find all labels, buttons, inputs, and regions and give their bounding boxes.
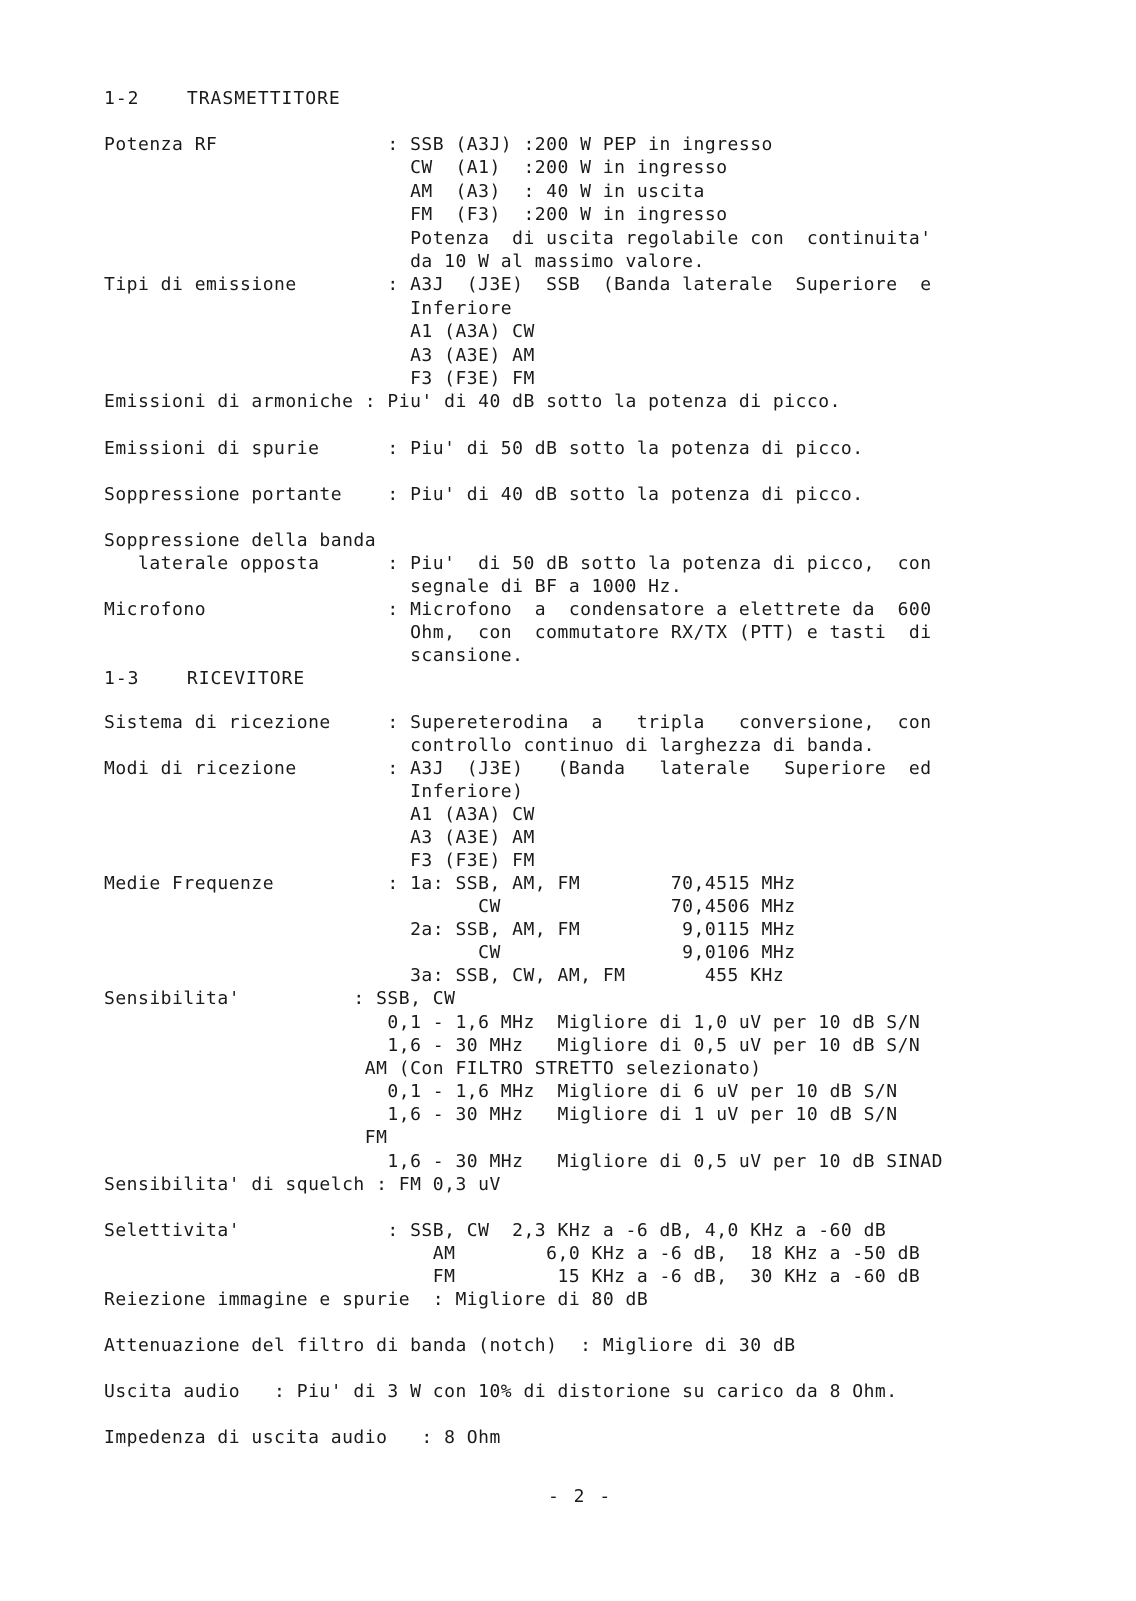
- spec-line: da 10 W al massimo valore.: [104, 251, 705, 272]
- spec-line: Modi di ricezione : A3J (J3E) (Banda laterale Superiore ed: [104, 758, 932, 779]
- spec-line: CW (A1) :200 W in ingresso: [104, 157, 728, 178]
- spec-line: Medie Frequenze : 1a: SSB, AM, FM 70,4515 MHz: [104, 873, 796, 894]
- spec-line: scansione.: [104, 645, 524, 666]
- spec-line: Inferiore): [104, 781, 524, 802]
- spec-line: Potenza di uscita regolabile con continuita': [104, 228, 932, 249]
- spec-line: A1 (A3A) CW: [104, 804, 535, 825]
- spec-line: AM (Con FILTRO STRETTO selezionato): [104, 1058, 762, 1079]
- spec-line: Attenuazione del filtro di banda (notch) : Migliore di 30 dB: [104, 1335, 796, 1356]
- spec-line: 0,1 - 1,6 MHz Migliore di 1,0 uV per 10 dB S/N: [104, 1012, 921, 1033]
- spec-line: AM (A3) : 40 W in uscita: [104, 181, 705, 202]
- spec-line: Potenza RF : SSB (A3J) :200 W PEP in ingresso: [104, 134, 773, 155]
- spec-line: Sensibilita' : SSB, CW: [104, 988, 456, 1009]
- spec-line: Impedenza di uscita audio : 8 Ohm: [104, 1427, 501, 1448]
- spec-line: A3 (A3E) AM: [104, 345, 535, 366]
- spec-line: CW 70,4506 MHz: [104, 896, 796, 917]
- spec-line: Soppressione della banda: [104, 530, 377, 551]
- spec-line: controllo continuo di larghezza di banda.: [104, 735, 875, 756]
- section-heading-transmitter: 1-2 TRASMETTITORE: [104, 88, 341, 109]
- spec-line: Soppressione portante : Piu' di 40 dB sotto la potenza di picco.: [104, 484, 864, 505]
- spec-line: Selettivita' : SSB, CW 2,3 KHz a -6 dB, 4,0 KHz a -60 dB: [104, 1220, 887, 1241]
- page-number: - 2 -: [548, 1486, 613, 1507]
- spec-line: FM: [104, 1127, 388, 1148]
- spec-line: Reiezione immagine e spurie : Migliore di 80 dB: [104, 1289, 649, 1310]
- spec-line: segnale di BF a 1000 Hz.: [104, 576, 683, 597]
- spec-line: Inferiore: [104, 298, 513, 319]
- spec-line: AM 6,0 KHz a -6 dB, 18 KHz a -50 dB: [104, 1243, 921, 1264]
- spec-line: 3a: SSB, CW, AM, FM 455 KHz: [104, 965, 785, 986]
- spec-line: Uscita audio : Piu' di 3 W con 10% di distorione su carico da 8 Ohm.: [104, 1381, 898, 1402]
- spec-line: Microfono : Microfono a condensatore a elettrete da 600: [104, 599, 932, 620]
- spec-line: FM 15 KHz a -6 dB, 30 KHz a -60 dB: [104, 1266, 921, 1287]
- spec-line: Emissioni di spurie : Piu' di 50 dB sotto la potenza di picco.: [104, 438, 864, 459]
- spec-line: 2a: SSB, AM, FM 9,0115 MHz: [104, 919, 796, 940]
- spec-line: Emissioni di armoniche : Piu' di 40 dB sotto la potenza di picco.: [104, 391, 841, 412]
- spec-line: CW 9,0106 MHz: [104, 942, 796, 963]
- spec-line: F3 (F3E) FM: [104, 368, 535, 389]
- section-heading-receiver: 1-3 RICEVITORE: [104, 668, 306, 689]
- spec-line: 1,6 - 30 MHz Migliore di 0,5 uV per 10 dB SINAD: [104, 1151, 943, 1172]
- spec-line: 1,6 - 30 MHz Migliore di 1 uV per 10 dB S/N: [104, 1104, 898, 1125]
- spec-line: A1 (A3A) CW: [104, 321, 535, 342]
- spec-line: Ohm, con commutatore RX/TX (PTT) e tasti di: [104, 622, 932, 643]
- spec-line: A3 (A3E) AM: [104, 827, 535, 848]
- spec-line: Sistema di ricezione : Supereterodina a tripla conversione, con: [104, 712, 932, 733]
- spec-line: Sensibilita' di squelch : FM 0,3 uV: [104, 1174, 501, 1195]
- spec-line: 0,1 - 1,6 MHz Migliore di 6 uV per 10 dB S/N: [104, 1081, 898, 1102]
- spec-line: laterale opposta : Piu' di 50 dB sotto la potenza di picco, con: [104, 553, 932, 574]
- spec-line: Tipi di emissione : A3J (J3E) SSB (Banda laterale Superiore e: [104, 274, 932, 295]
- spec-line: 1,6 - 30 MHz Migliore di 0,5 uV per 10 dB S/N: [104, 1035, 921, 1056]
- spec-line: FM (F3) :200 W in ingresso: [104, 204, 728, 225]
- spec-line: F3 (F3E) FM: [104, 850, 535, 871]
